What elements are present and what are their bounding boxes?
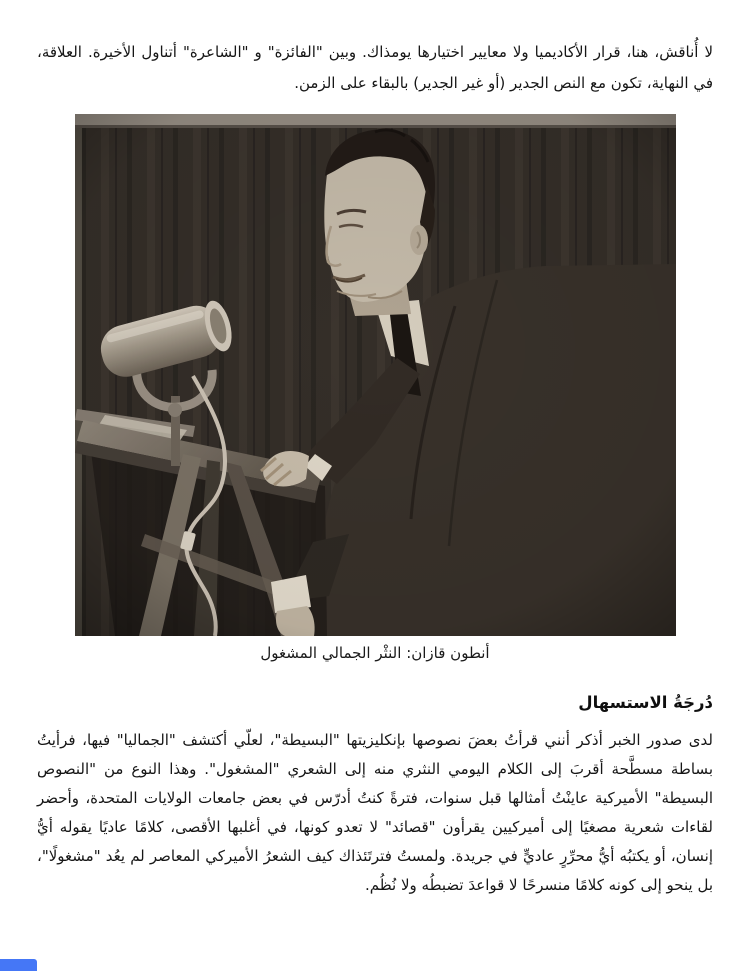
- section-heading: دُرجَةُ الاستسهال: [578, 693, 713, 712]
- link-status-bar: [0, 959, 37, 971]
- vignette: [75, 114, 676, 636]
- speaker-photo: [75, 114, 676, 636]
- photo-caption: أنطون قازان: النثْر الجمالي المشغول: [260, 644, 490, 662]
- section-body-paragraph: لدى صدور الخبر أذكر أنني قرأتُ بعضَ نصوصها بإنكليزيتها "البسيطة"، لعلّي أكتشف "الجماليا" فيها، فرأيتُ بساطة مسطَّحة أقربَ إلى الكلام اليومي النثري منه إلى الشعري "المشغول". وهذا النوع من "النصوص البسيطة" الأميركية عاينْتُ أمثالها قبل سنوات، فترةً كنتُ أدرّس في بعض جامعات الولايات المتحدة، وأحضر لقاءات شعرية مصغيًا إلى أميركيين يقرأون "قصائد" لا تعدو كونها، في أغلبها الأقصى، كلامًا عاديًا يقوله أيُّ إنسان، أو يكتبُه أيُّ محرِّرٍ عاديٍّ في جريدة. ولمستُ فترتَئذاك كيف الشعرُ الأميركي المعاصر لم يعُد "مشغولًا"، بل ينحو إلى كونه كلامًا منسرحًا لا قواعدَ تضبطُه ولا نُظُم.: [37, 731, 713, 894]
- intro-paragraph: لا أُناقش، هنا، قرار الأكاديميا ولا معايير اختيارها يومذاك. وبين "الفائزة" و "الشاعرة" أتناول الأخيرة. العلاقة، في النهاية، تكون مع النص الجدير (أو غير الجدير) بالبقاء على الزمن.: [37, 43, 713, 92]
- speaker-photo-illustration: [75, 114, 676, 636]
- article-figure: [75, 114, 676, 663]
